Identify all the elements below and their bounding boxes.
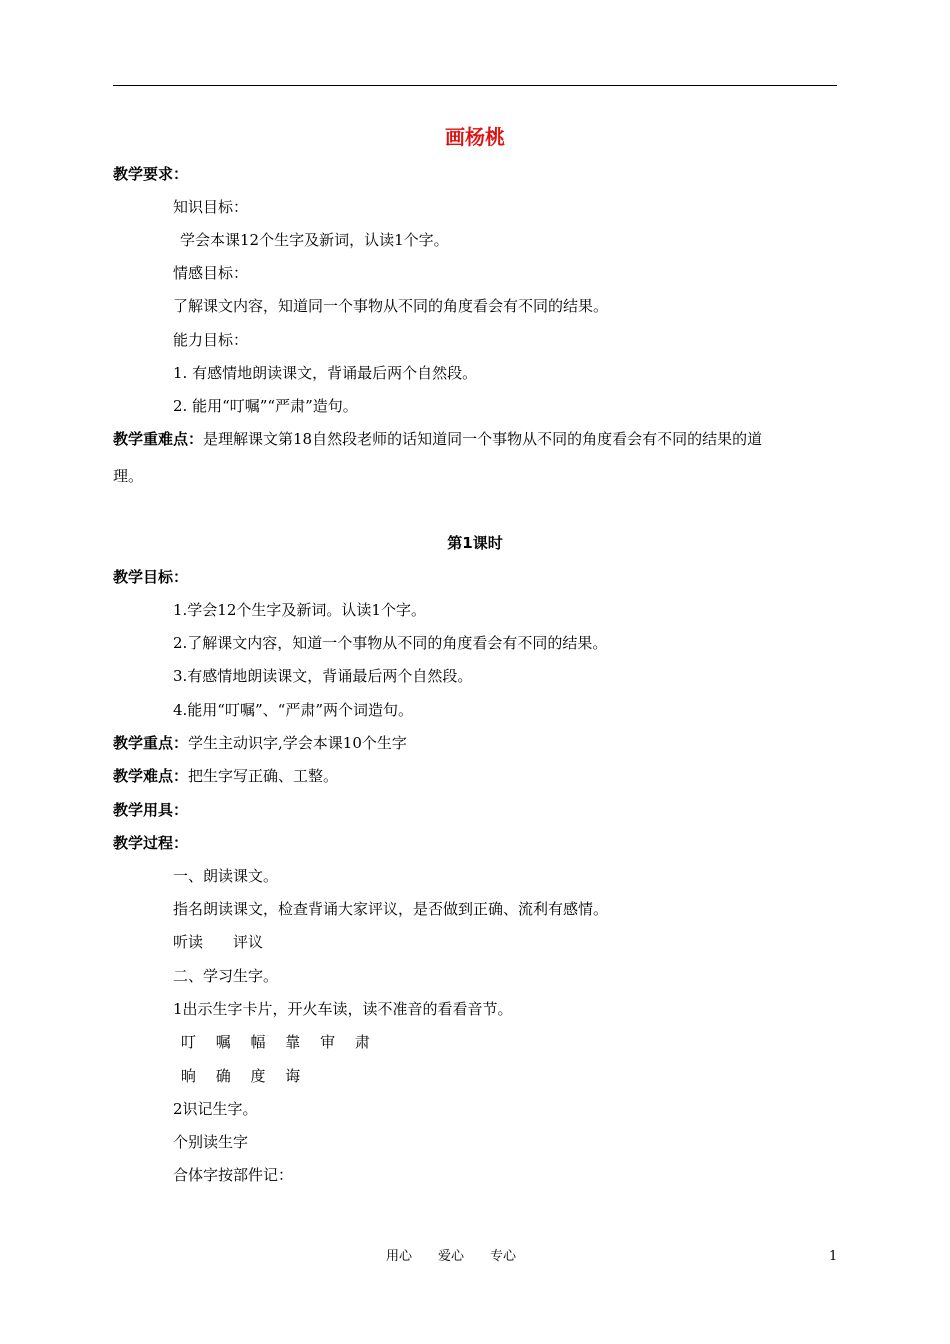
process-line-3: 听读 评议 — [173, 933, 264, 951]
knowledge-label: 知识目标： — [173, 198, 249, 216]
emotion-label: 情感目标： — [173, 264, 249, 282]
key-difficulty-line2: 理。 — [113, 467, 144, 485]
goals-label: 教学目标： — [113, 568, 189, 586]
key-difficulty-label: 教学重难点： — [113, 430, 204, 448]
process-line-6: 叮 嘱 幅 靠 审 肃 — [166, 1033, 370, 1051]
requirements-heading: 教学要求： — [113, 165, 189, 183]
header-rule — [113, 85, 837, 86]
ability-item-2: 2. 能用“叮嘱”“严肃”造句。 — [173, 397, 358, 415]
process-line-1: 一、朗读课文。 — [173, 867, 279, 885]
focus-label: 教学重点： — [113, 734, 189, 752]
ability-item-1: 1. 有感情地朗读课文，背诵最后两个自然段。 — [173, 364, 478, 382]
document-title: 画杨桃 — [445, 125, 505, 149]
page-number: 1 — [829, 1249, 838, 1264]
focus-text: 学生主动识字,学会本课10个生字 — [188, 734, 407, 752]
goal-item-3: 3.有感情地朗读课文，背诵最后两个自然段。 — [173, 667, 473, 685]
difficulty-label: 教学难点： — [113, 767, 189, 785]
goal-item-1: 1.学会12个生字及新词。认读1个字。 — [173, 601, 426, 619]
tools-label: 教学用具： — [113, 801, 189, 819]
footer-motto: 用心 爱心 专心 — [386, 1249, 517, 1264]
process-line-2: 指名朗读课文，检查背诵大家评议，是否做到正确、流利有感情。 — [173, 900, 609, 918]
goal-item-2: 2.了解课文内容，知道一个事物从不同的角度看会有不同的结果。 — [173, 634, 608, 652]
focus-line — [113, 733, 407, 753]
process-line-8: 2识记生字。 — [173, 1100, 258, 1118]
key-difficulty-line1 — [113, 429, 762, 449]
process-line-7: 晌 确 度 诲 — [166, 1067, 301, 1085]
difficulty-line — [113, 766, 338, 786]
process-line-9: 个别读生字 — [173, 1133, 249, 1151]
process-line-5: 1出示生字卡片，开火车读，读不准音的看看音节。 — [173, 1000, 513, 1018]
lesson-heading: 第1课时 — [447, 534, 503, 552]
emotion-text: 了解课文内容，知道同一个事物从不同的角度看会有不同的结果。 — [173, 297, 609, 315]
goal-item-4: 4.能用“叮嘱”、“严肃”两个词造句。 — [173, 701, 413, 719]
process-label: 教学过程： — [113, 834, 189, 852]
ability-label: 能力目标： — [173, 331, 249, 349]
difficulty-text: 把生字写正确、工整。 — [188, 767, 339, 785]
knowledge-text: 学会本课12个生字及新词，认读1个字。 — [180, 231, 449, 249]
process-line-4: 二、学习生字。 — [173, 967, 279, 985]
process-line-10: 合体字按部件记： — [173, 1166, 294, 1184]
key-difficulty-text: 是理解课文第18自然段老师的话知道同一个事物从不同的角度看会有不同的结果的道 — [203, 430, 763, 448]
